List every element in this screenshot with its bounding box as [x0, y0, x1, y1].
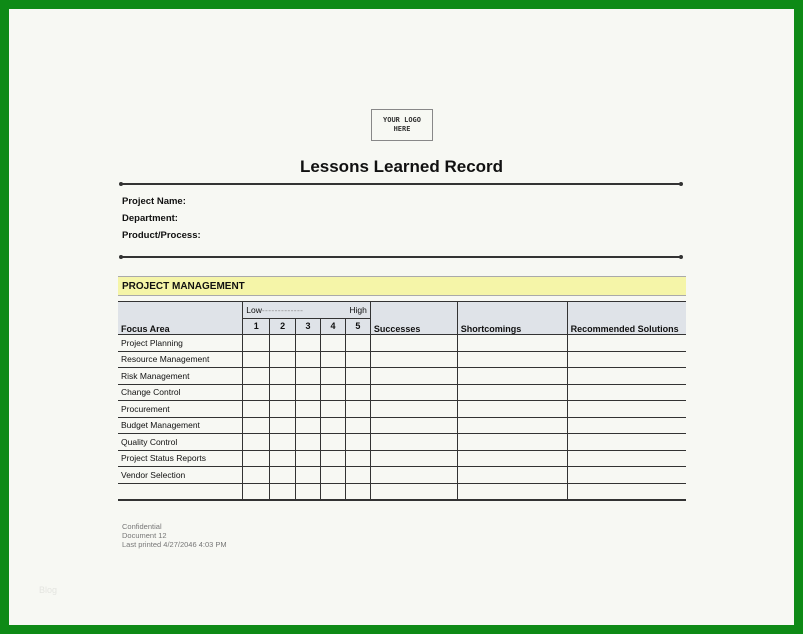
focus-area-header: Focus Area: [118, 302, 243, 335]
shortcomings-cell[interactable]: [457, 401, 567, 418]
successes-cell[interactable]: [370, 417, 457, 434]
rating-2-cell[interactable]: [270, 401, 296, 418]
table-row: [118, 467, 686, 484]
rating-3-cell[interactable]: [296, 351, 321, 368]
document-footer: [122, 522, 227, 549]
recommended-cell[interactable]: [567, 483, 686, 500]
project-info: [122, 196, 201, 247]
rating-1-cell[interactable]: [243, 434, 270, 451]
recommended-header: Recommended Solutions: [567, 302, 686, 335]
rating-5-cell[interactable]: [345, 450, 370, 467]
table-row: [118, 384, 686, 401]
rating-2-cell[interactable]: [270, 450, 296, 467]
rating-3-cell[interactable]: [296, 401, 321, 418]
rating-1-cell[interactable]: [243, 467, 270, 484]
section-header: PROJECT MANAGEMENT: [118, 276, 686, 296]
successes-cell[interactable]: [370, 351, 457, 368]
rating-5-cell[interactable]: [345, 384, 370, 401]
shortcomings-cell[interactable]: [457, 417, 567, 434]
rating-1-header: 1: [243, 318, 270, 335]
rating-1-cell[interactable]: [243, 351, 270, 368]
rating-2-cell[interactable]: [270, 351, 296, 368]
shortcomings-cell[interactable]: [457, 351, 567, 368]
rating-3-cell[interactable]: [296, 483, 321, 500]
table-row: [118, 368, 686, 385]
table-row: [118, 401, 686, 418]
rating-2-cell[interactable]: [270, 368, 296, 385]
rating-5-cell[interactable]: [345, 335, 370, 352]
successes-header: Successes: [370, 302, 457, 335]
rating-5-cell[interactable]: [345, 401, 370, 418]
rating-1-cell[interactable]: [243, 483, 270, 500]
rating-3-cell[interactable]: [296, 368, 321, 385]
rating-2-cell[interactable]: [270, 384, 296, 401]
recommended-cell[interactable]: [567, 351, 686, 368]
rating-1-cell[interactable]: [243, 450, 270, 467]
rating-5-cell[interactable]: [345, 467, 370, 484]
successes-cell[interactable]: [370, 434, 457, 451]
rating-2-cell[interactable]: [270, 483, 296, 500]
shortcomings-cell[interactable]: [457, 450, 567, 467]
lessons-table: [118, 301, 686, 501]
shortcomings-cell[interactable]: [457, 384, 567, 401]
rating-4-cell[interactable]: [321, 417, 346, 434]
rating-1-cell[interactable]: [243, 401, 270, 418]
scale-high-label: High: [349, 304, 367, 315]
table-row: [118, 335, 686, 352]
successes-cell[interactable]: [370, 450, 457, 467]
focus-area-cell: Project Planning: [118, 335, 243, 352]
recommended-cell[interactable]: [567, 467, 686, 484]
focus-area-cell: Quality Control: [118, 434, 243, 451]
table-row: [118, 351, 686, 368]
rating-5-cell[interactable]: [345, 483, 370, 500]
shortcomings-cell[interactable]: [457, 335, 567, 352]
rating-3-cell[interactable]: [296, 417, 321, 434]
rating-2-cell[interactable]: [270, 434, 296, 451]
successes-cell[interactable]: [370, 335, 457, 352]
recommended-cell[interactable]: [567, 434, 686, 451]
rating-1-cell[interactable]: [243, 384, 270, 401]
recommended-cell[interactable]: [567, 384, 686, 401]
shortcomings-cell[interactable]: [457, 483, 567, 500]
bottom-divider: [121, 256, 681, 258]
document-page: [9, 9, 794, 625]
rating-2-cell[interactable]: [270, 467, 296, 484]
rating-4-cell[interactable]: [321, 450, 346, 467]
recommended-cell[interactable]: [567, 450, 686, 467]
recommended-cell[interactable]: [567, 335, 686, 352]
focus-area-cell: Budget Management: [118, 417, 243, 434]
successes-cell[interactable]: [370, 401, 457, 418]
focus-area-cell: Resource Management: [118, 351, 243, 368]
focus-area-cell: Vendor Selection: [118, 467, 243, 484]
rating-3-header: 3: [296, 318, 321, 335]
rating-4-cell[interactable]: [321, 335, 346, 352]
successes-cell[interactable]: [370, 368, 457, 385]
rating-3-cell[interactable]: [296, 384, 321, 401]
rating-2-cell[interactable]: [270, 335, 296, 352]
successes-cell[interactable]: [370, 483, 457, 500]
successes-cell[interactable]: [370, 467, 457, 484]
successes-cell[interactable]: [370, 384, 457, 401]
watermark-text: Blog: [39, 585, 58, 595]
focus-area-cell: Procurement: [118, 401, 243, 418]
rating-5-cell[interactable]: [345, 434, 370, 451]
top-divider: [121, 183, 681, 185]
rating-4-cell[interactable]: [321, 401, 346, 418]
shortcomings-header: Shortcomings: [457, 302, 567, 335]
scale-low-label: Low: [246, 304, 262, 315]
rating-5-cell[interactable]: [345, 368, 370, 385]
shortcomings-cell[interactable]: [457, 368, 567, 385]
rating-2-cell[interactable]: [270, 417, 296, 434]
shortcomings-cell[interactable]: [457, 434, 567, 451]
rating-1-cell[interactable]: [243, 417, 270, 434]
footer-confidential: Confidential: [122, 522, 162, 531]
rating-3-cell[interactable]: [296, 467, 321, 484]
rating-5-cell[interactable]: [345, 417, 370, 434]
rating-3-cell[interactable]: [296, 434, 321, 451]
rating-4-cell[interactable]: [321, 351, 346, 368]
page-title: Lessons Learned Record: [299, 157, 504, 176]
rating-4-cell[interactable]: [321, 368, 346, 385]
rating-4-header: 4: [321, 318, 346, 335]
focus-area-cell: Risk Management: [118, 368, 243, 385]
rating-4-cell[interactable]: [321, 384, 346, 401]
rating-3-cell[interactable]: [296, 335, 321, 352]
focus-area-cell: Change Control: [118, 384, 243, 401]
recommended-cell[interactable]: [567, 417, 686, 434]
rating-scale-header: Low- - - - - - - - - - - - - High: [243, 302, 371, 319]
rating-5-cell[interactable]: [345, 351, 370, 368]
department-label: Department:: [122, 213, 178, 224]
rating-4-cell[interactable]: [321, 434, 346, 451]
rating-1-cell[interactable]: [243, 368, 270, 385]
recommended-cell[interactable]: [567, 368, 686, 385]
table-row: [118, 417, 686, 434]
footer-printed: Last printed 4/27/2046 4:03 PM: [122, 540, 227, 549]
rating-3-cell[interactable]: [296, 450, 321, 467]
focus-area-cell: Project Status Reports: [118, 450, 243, 467]
rating-4-cell[interactable]: [321, 483, 346, 500]
footer-document: Document 12: [122, 531, 167, 540]
project-name-label: Project Name:: [122, 196, 186, 207]
table-row: [118, 434, 686, 451]
rating-2-header: 2: [270, 318, 296, 335]
recommended-cell[interactable]: [567, 401, 686, 418]
table-row: [118, 450, 686, 467]
product-process-label: Product/Process:: [122, 230, 201, 241]
rating-5-header: 5: [345, 318, 370, 335]
logo-placeholder: YOUR LOGO HERE: [371, 109, 433, 141]
shortcomings-cell[interactable]: [457, 467, 567, 484]
rating-1-cell[interactable]: [243, 335, 270, 352]
rating-4-cell[interactable]: [321, 467, 346, 484]
focus-area-cell: [118, 483, 243, 500]
table-row: [118, 483, 686, 500]
